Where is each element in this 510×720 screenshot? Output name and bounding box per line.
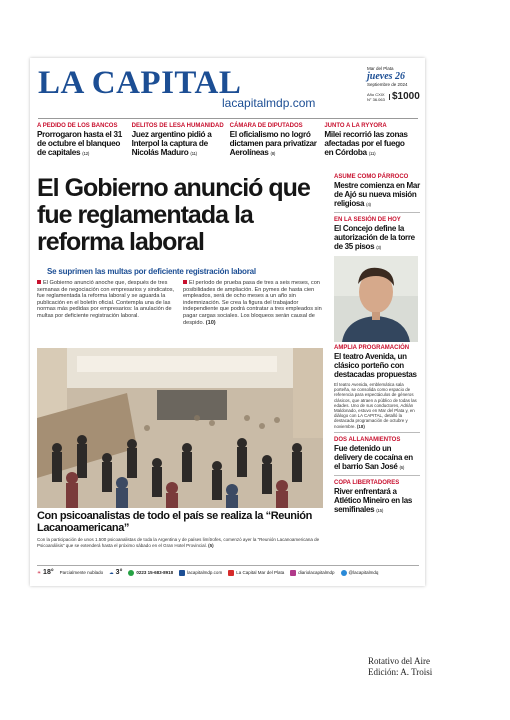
forecast: Parcialmente nublado: [59, 570, 104, 575]
top-strip: [37, 122, 419, 162]
sidebar-story[interactable]: [334, 216, 420, 252]
kicker: COPA LIBERTADORES: [334, 479, 400, 486]
body-column: [183, 280, 323, 326]
page-ref: (12): [82, 151, 90, 156]
strip-story[interactable]: [37, 122, 132, 162]
newspaper-logo: LA CAPITAL: [38, 65, 242, 101]
footer-facebook[interactable]: [179, 570, 222, 576]
sidebar-headline: El Concejo define la autorización de la torre de 35 pisos: [334, 224, 415, 251]
page-ref: (3): [376, 245, 381, 250]
credit-line: Edición: A. Troisi: [368, 667, 433, 677]
weather-min: [109, 569, 122, 576]
masthead: [30, 58, 425, 114]
body-text: El Gobierno anunció anoche que, después de tres semanas de negociación con empresarios y sindicatos, fue reglamentada la reforma laboral y se aguarda la publicación en el boletín oficial. Contempla una de las normas más pedidas por empresarios: la anulación de multas por deficiente registración laboral.: [37, 280, 175, 319]
kicker: A PEDIDO DE LOS BANCOS: [37, 123, 118, 129]
caption-text: Con la participación de unos 1.500 psicoanalistas de toda la Argentina y de países limítrofes, comenzó ayer la “Reunión Lacanoamericana de Psicoanálisis” que se extenderá hasta el próximo sábado en el Gran Hotel Provincial.: [37, 537, 320, 548]
date: Septiembre de 2024: [367, 82, 408, 87]
youtube-icon: [228, 570, 234, 576]
page-ref: (18): [356, 423, 365, 429]
strip-story[interactable]: [230, 122, 325, 162]
crowd-photo[interactable]: [37, 348, 323, 508]
strip-headline: El oficialismo no logró dictamen para privatizar Aerolíneas: [229, 130, 317, 157]
day: jueves 26: [367, 71, 406, 82]
sidebar-story[interactable]: [334, 173, 420, 209]
sidebar-story[interactable]: [334, 436, 420, 472]
bullet-icon: [183, 280, 187, 284]
footer-youtube[interactable]: [228, 570, 284, 576]
divider: [334, 432, 420, 433]
twitter-icon: [341, 570, 347, 576]
divider: [334, 212, 420, 213]
price: $1000: [389, 94, 420, 100]
instagram: diariolacapitalmdp: [298, 570, 335, 575]
kicker: DOS ALLANAMIENTOS: [334, 436, 401, 443]
sidebar-body: El teatro Avenida, emblemática sala porteña, se consolida como espacio de referencia para espectáculos de géneros clásicos, que atraen a público de todas las edades. Uno de sus conductores, Adrián Maldonado, estuvo en Mar del Plata y, en diálogo con LA CAPITAL, detalló la destacada programación de octubre y noviembre.: [334, 382, 417, 429]
kicker: DELITOS DE LESA HUMANIDAD: [131, 123, 224, 129]
body-text: El período de prueba pasa de tres a seis meses, con posibilidades de ampliación. En pymes de hasta cien empleados, será de ocho meses a un año sin indemnización. Se crea la figura del trabajador independiente que podrá contratar a tres empleados sin pagar cargas sociales. Los bloqueos serán causal de despido.: [183, 280, 322, 326]
footer-bar: [37, 565, 419, 579]
temp-max: 18°: [43, 569, 54, 576]
kicker: JUNTO A LA RYYORA: [324, 123, 387, 129]
footer-twitter[interactable]: [341, 570, 379, 576]
divider: [334, 475, 420, 476]
sidebar-story[interactable]: [334, 479, 420, 515]
facebook-icon: [179, 570, 185, 576]
strip-story[interactable]: [132, 122, 230, 162]
city: Mar del Plata: [367, 66, 394, 71]
website: lacapitalmdp.com: [222, 96, 316, 110]
sun-icon: ☀: [37, 569, 42, 575]
strip-headline: Prorrogaron hasta el 31 de octubre el blanqueo de capitales: [37, 130, 123, 157]
youtube: La Capital Mar del Plata: [236, 570, 285, 575]
phone: 0223 15-683-8918: [136, 570, 174, 575]
main-subhead: Se suprimen las multas por deficiente registración laboral: [47, 267, 256, 276]
main-headline[interactable]: El Gobierno anunció que fue reglamentada la reforma laboral: [37, 174, 310, 256]
sidebar-headline: Fue detenido un delivery de cocaína en el barrio San José: [334, 443, 413, 471]
sidebar-headline: El teatro Avenida, un clásico porteño con destacadas propuestas: [334, 352, 417, 379]
kicker: AMPLIA PROGRAMACIÓN: [334, 345, 410, 351]
crowd-photo-illustration: [37, 348, 323, 508]
sidebar-headline: Mestre comienza en Mar de Ajó su nueva misión religiosa: [334, 181, 420, 208]
body-column: [37, 280, 177, 326]
sidebar-story[interactable]: [334, 344, 420, 429]
sidebar-headline: River enfrentará a Atlético Mineiro en las semifinales: [334, 486, 413, 514]
date-block: [367, 66, 423, 102]
page-ref: (11): [190, 151, 197, 156]
photo-caption: [37, 537, 323, 548]
credit-line: Rotativo del Aire: [368, 656, 430, 666]
page-ref: (8): [270, 151, 276, 156]
whatsapp-icon: [128, 570, 134, 576]
page-ref: (11): [368, 151, 376, 156]
page-ref: (5): [208, 542, 214, 548]
cloud-icon: ☁: [109, 569, 114, 575]
weather-max: [37, 569, 54, 576]
newspaper-front-page: [30, 58, 425, 586]
page-ref: (4): [366, 202, 371, 207]
portrait-photo: [334, 256, 418, 342]
footer-instagram[interactable]: [290, 570, 334, 576]
temp-min: 3°: [115, 569, 123, 576]
kicker: ASUME COMO PÁRROCO: [334, 174, 409, 180]
strip-headline: Juez argentino pidió a Interpol la captura de Nicolás Maduro: [131, 130, 212, 157]
facebook: lacapitalmdp.com: [187, 570, 223, 575]
instagram-icon: [290, 570, 296, 576]
kicker: EN LA SESIÓN DE HOY: [334, 217, 401, 223]
strip-headline: Milei recorrió las zonas afectadas por el fuego en Córdoba: [324, 130, 408, 157]
photo-headline[interactable]: Con psicoanalistas de todo el país se realiza la “Reunión Lacanoamericana”: [37, 510, 312, 534]
page-ref: (6): [399, 464, 405, 470]
year-edition: Año CXIX N° 36.063: [367, 92, 385, 102]
bullet-icon: [37, 280, 41, 284]
sidebar: [334, 173, 420, 515]
main-story-body: [37, 280, 323, 326]
credit: [368, 656, 432, 678]
page-ref: (15): [376, 507, 384, 513]
kicker: CÁMARA DE DIPUTADOS: [229, 123, 303, 129]
masthead-divider: [38, 118, 418, 119]
strip-story[interactable]: [324, 122, 419, 162]
footer-phone[interactable]: [128, 570, 173, 576]
twitter: @lacapitalmdq: [348, 570, 379, 575]
page-ref: (10): [205, 319, 216, 326]
